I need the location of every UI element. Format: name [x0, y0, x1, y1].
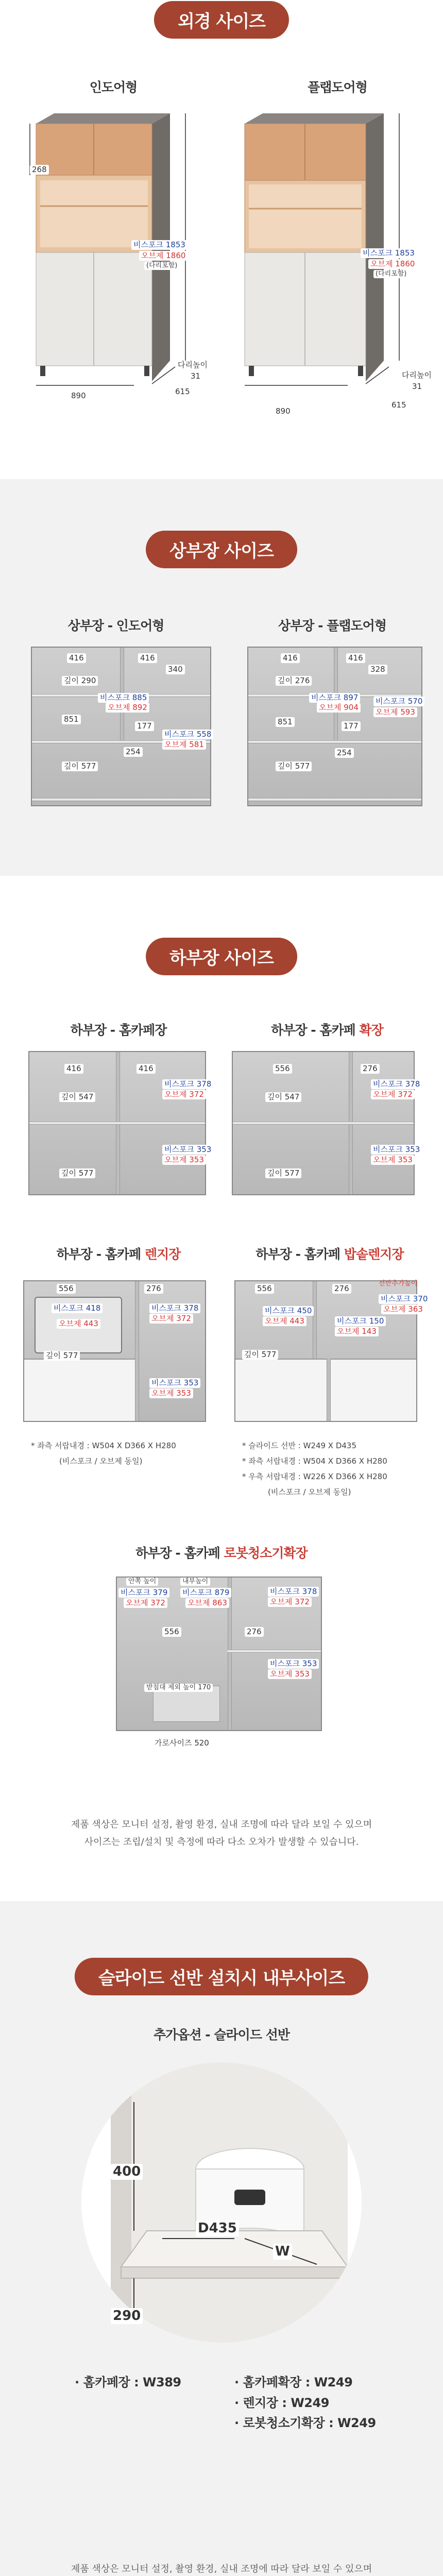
upper-flap-photo — [247, 647, 422, 806]
lower-3-w2: 276 — [144, 1284, 163, 1294]
lower-4-note-4: (비스포크 / 오브제 동일) — [268, 1487, 351, 1497]
upper-2-h2: 177 — [342, 721, 361, 731]
exterior-1-objet: 오브제 1860 — [139, 251, 188, 261]
lower-3-bespoke-1: 비스포크 418 — [52, 1303, 103, 1313]
lower-2-objet-2: 오브제 353 — [371, 1155, 415, 1165]
lower-3-d1: 깊이 577 — [44, 1351, 80, 1361]
disclaimer-1-line-2: 사이즈는 조립/설치 및 측정에 따라 다소 오차가 발생할 수 있습니다. — [84, 1837, 359, 1848]
upper-1-h3: 254 — [124, 747, 143, 757]
upper-2-h3: 254 — [335, 748, 354, 758]
upper-1-d2: 깊이 577 — [62, 761, 98, 771]
lower-4-w1: 556 — [255, 1284, 274, 1294]
upper-1-objet-2: 오브제 581 — [162, 740, 206, 750]
upper-1-w3: 851 — [62, 715, 81, 724]
upper-1-objet-1: 오브제 892 — [106, 703, 149, 713]
lower-4-bespoke-2: 비스포크 150 — [335, 1316, 386, 1326]
lower-2-w1: 556 — [273, 1064, 292, 1074]
lower-4-note-1: * 슬라이드 선반 : W249 X D435 — [242, 1441, 357, 1450]
upper-1-w1: 416 — [67, 653, 86, 663]
lower-3-bespoke-3: 비스포크 353 — [149, 1378, 200, 1388]
upper-2-objet-1: 오브제 904 — [317, 703, 361, 713]
lower-4-objet-2: 오브제 143 — [335, 1327, 379, 1336]
lower-1-w1: 416 — [64, 1064, 83, 1074]
lower-4-name: 하부장 - 홈카페 밥솥렌지장 — [255, 1247, 404, 1262]
lower-5-width-label: 가로사이즈 520 — [155, 1738, 209, 1748]
lower-5-w2: 276 — [245, 1627, 264, 1637]
upper-2-h1: 328 — [368, 665, 387, 674]
lower-2-name: 하부장 - 홈카페 확장 — [271, 1023, 383, 1038]
lower-4-w2: 276 — [332, 1284, 351, 1294]
lower-5-objet-1: 오브제 372 — [124, 1598, 167, 1608]
upper-2-d1: 깊이 276 — [276, 676, 312, 686]
exterior-1-width: 890 — [71, 391, 86, 400]
lower-4-bespoke-3: 비스포크 370 — [379, 1294, 430, 1304]
lower-1-name: 하부장 - 홈카페장 — [70, 1023, 167, 1038]
slide-subtitle: 추가옵션 - 슬라이드 선반 — [154, 2027, 289, 2042]
lower-4-note-2: * 좌측 서랍내경 : W504 X D366 X H280 — [242, 1456, 387, 1466]
lower-5-objet-4: 오브제 353 — [268, 1669, 312, 1679]
lower-5-inner-height: 안쪽 높이 — [126, 1578, 158, 1586]
lower-5-name: 하부장 - 홈카페 로봇청소기확장 — [135, 1546, 308, 1561]
upper-title: 상부장 사이즈 — [146, 531, 297, 568]
exterior-1-leg-label: 다리높이 — [178, 360, 208, 369]
upper-1-h2: 177 — [135, 721, 154, 731]
slide-spec-home-cafe-ext: · 홈카페확장 : W249 — [234, 2375, 353, 2389]
exterior-2-leg-value: 31 — [412, 382, 422, 391]
lower-2-d1: 깊이 547 — [265, 1092, 301, 1102]
exterior-2-width: 890 — [276, 406, 291, 416]
lower-4-note-3: * 우측 서랍내경 : W226 X D366 X H280 — [242, 1472, 387, 1481]
lower-3-objet-3: 오브제 353 — [149, 1388, 193, 1398]
slide-spec-home-cafe: · 홈카페장 : W389 — [75, 2375, 181, 2389]
exterior-2-leg-label: 다리높이 — [402, 370, 432, 380]
lower-2-objet-1: 오브제 372 — [371, 1090, 415, 1099]
lower-1-bespoke-2: 비스포크 353 — [162, 1145, 213, 1155]
lower-3-bespoke-2: 비스포크 378 — [149, 1303, 200, 1313]
lower-4-objet-3: 오브제 363 — [381, 1304, 425, 1314]
lower-2-w2: 276 — [361, 1064, 380, 1074]
lower-3-name: 하부장 - 홈카페 렌지장 — [56, 1247, 181, 1262]
exterior-1-leg-value: 31 — [191, 371, 201, 381]
disclaimer-1-line-1: 제품 색상은 모니터 설정, 촬영 환경, 실내 조명에 따라 달라 보일 수 있으며 — [71, 1819, 372, 1830]
lower-3-objet-2: 오브제 372 — [149, 1314, 193, 1324]
upper-1-h1: 340 — [166, 665, 185, 674]
lower-4-d1: 깊이 577 — [242, 1350, 278, 1360]
upper-2-d2: 깊이 577 — [276, 761, 312, 771]
lower-1-objet-1: 오브제 372 — [162, 1090, 206, 1099]
upper-2-bespoke-2: 비스포크 570 — [373, 697, 424, 706]
slide-height-upper: 400 — [111, 2164, 143, 2180]
lower-2-bespoke-1: 비스포크 378 — [371, 1079, 422, 1089]
lower-5-w1: 556 — [162, 1627, 181, 1637]
exterior-1-bespoke: 비스포크 1853 — [131, 240, 188, 250]
upper-model-1-name: 상부장 - 인도어형 — [67, 618, 164, 633]
lower-2-bespoke-2: 비스포크 353 — [371, 1145, 422, 1155]
lower-5-objet-2: 오브제 863 — [185, 1598, 229, 1608]
lower-1-objet-2: 오브제 353 — [162, 1155, 206, 1165]
lower-1-w2: 416 — [137, 1064, 156, 1074]
lower-5-bespoke-2: 비스포크 879 — [180, 1588, 231, 1598]
slide-spec-right — [234, 2372, 376, 2434]
lower-title: 하부장 사이즈 — [146, 938, 297, 975]
lower-2-photo — [232, 1051, 415, 1195]
disclaimer-1 — [0, 1816, 443, 1851]
exterior-2-objet: 오브제 1860 — [368, 259, 417, 269]
upper-2-w3: 851 — [276, 717, 295, 727]
lower-5-objet-3: 오브제 372 — [268, 1597, 312, 1607]
slide-shelf-illustration — [80, 2061, 363, 2344]
lower-5-bespoke-1: 비스포크 379 — [118, 1588, 169, 1598]
lower-5-bespoke-4: 비스포크 353 — [268, 1659, 319, 1669]
lower-1-d1: 깊이 547 — [59, 1092, 95, 1102]
slide-width: W — [273, 2244, 292, 2260]
lower-3-w1: 556 — [57, 1284, 76, 1294]
exterior-model-2-name: 플랩도어형 — [308, 80, 367, 95]
lower-4-bespoke-1: 비스포크 450 — [263, 1306, 314, 1316]
slide-spec-range: · 렌지장 : W249 — [234, 2395, 329, 2410]
lower-3-note-2: (비스포크 / 오브제 동일) — [59, 1456, 143, 1466]
lower-3-note-1: * 좌측 서랍내경 : W504 X D366 X H280 — [31, 1441, 176, 1450]
exterior-title: 외경 사이즈 — [154, 1, 289, 39]
slide-spec-robot: · 로봇청소기확장 : W249 — [234, 2416, 376, 2431]
upper-1-d1: 깊이 290 — [62, 676, 98, 686]
exterior-1-note: (다리포함) — [144, 262, 179, 270]
slide-depth: D435 — [196, 2221, 239, 2236]
slide-spec-left — [75, 2372, 181, 2393]
lower-1-photo — [28, 1051, 206, 1195]
lower-3-objet-1: 오브제 443 — [57, 1319, 100, 1329]
disclaimer-2 — [0, 2561, 443, 2576]
lower-4-shelf-height-label: 선반추가높이 — [379, 1280, 418, 1287]
slide-title: 슬라이드 선반 설치시 내부사이즈 — [75, 1958, 368, 1995]
lower-4-objet-1: 오브제 443 — [263, 1316, 306, 1326]
lower-1-bespoke-1: 비스포크 378 — [162, 1079, 213, 1089]
exterior-model-1-name: 인도어형 — [89, 80, 138, 95]
slide-height-lower: 290 — [111, 2308, 143, 2324]
upper-2-w2: 416 — [346, 653, 365, 663]
lower-5-bespoke-3: 비스포크 378 — [268, 1587, 319, 1597]
upper-1-bespoke-2: 비스포크 558 — [162, 730, 213, 739]
disclaimer-2-line-1: 제품 색상은 모니터 설정, 촬영 환경, 실내 조명에 따라 달라 보일 수 있으며 — [71, 2564, 372, 2574]
upper-2-bespoke-1: 비스포크 897 — [309, 693, 360, 703]
exterior-2-bespoke: 비스포크 1853 — [361, 248, 417, 258]
lower-1-d2: 깊이 577 — [59, 1168, 95, 1178]
upper-model-2-name: 상부장 - 플랩도어형 — [278, 618, 386, 633]
upper-2-objet-2: 오브제 593 — [373, 707, 417, 717]
upper-2-w1: 416 — [281, 653, 300, 663]
exterior-2-note: (다리포함) — [373, 270, 408, 278]
lower-2-d2: 깊이 577 — [265, 1168, 301, 1178]
lower-5-base-height: 받침대 제외 높이 170 — [144, 1684, 213, 1692]
exterior-height-overall: 268 — [30, 165, 49, 175]
exterior-2-depth: 615 — [391, 400, 406, 410]
exterior-flap-drawing — [229, 103, 435, 392]
upper-1-bespoke-1: 비스포크 885 — [98, 693, 149, 703]
upper-1-w2: 416 — [138, 653, 157, 663]
lower-5-internal-height: 내부높이 — [180, 1578, 210, 1586]
exterior-1-depth: 615 — [175, 387, 190, 396]
